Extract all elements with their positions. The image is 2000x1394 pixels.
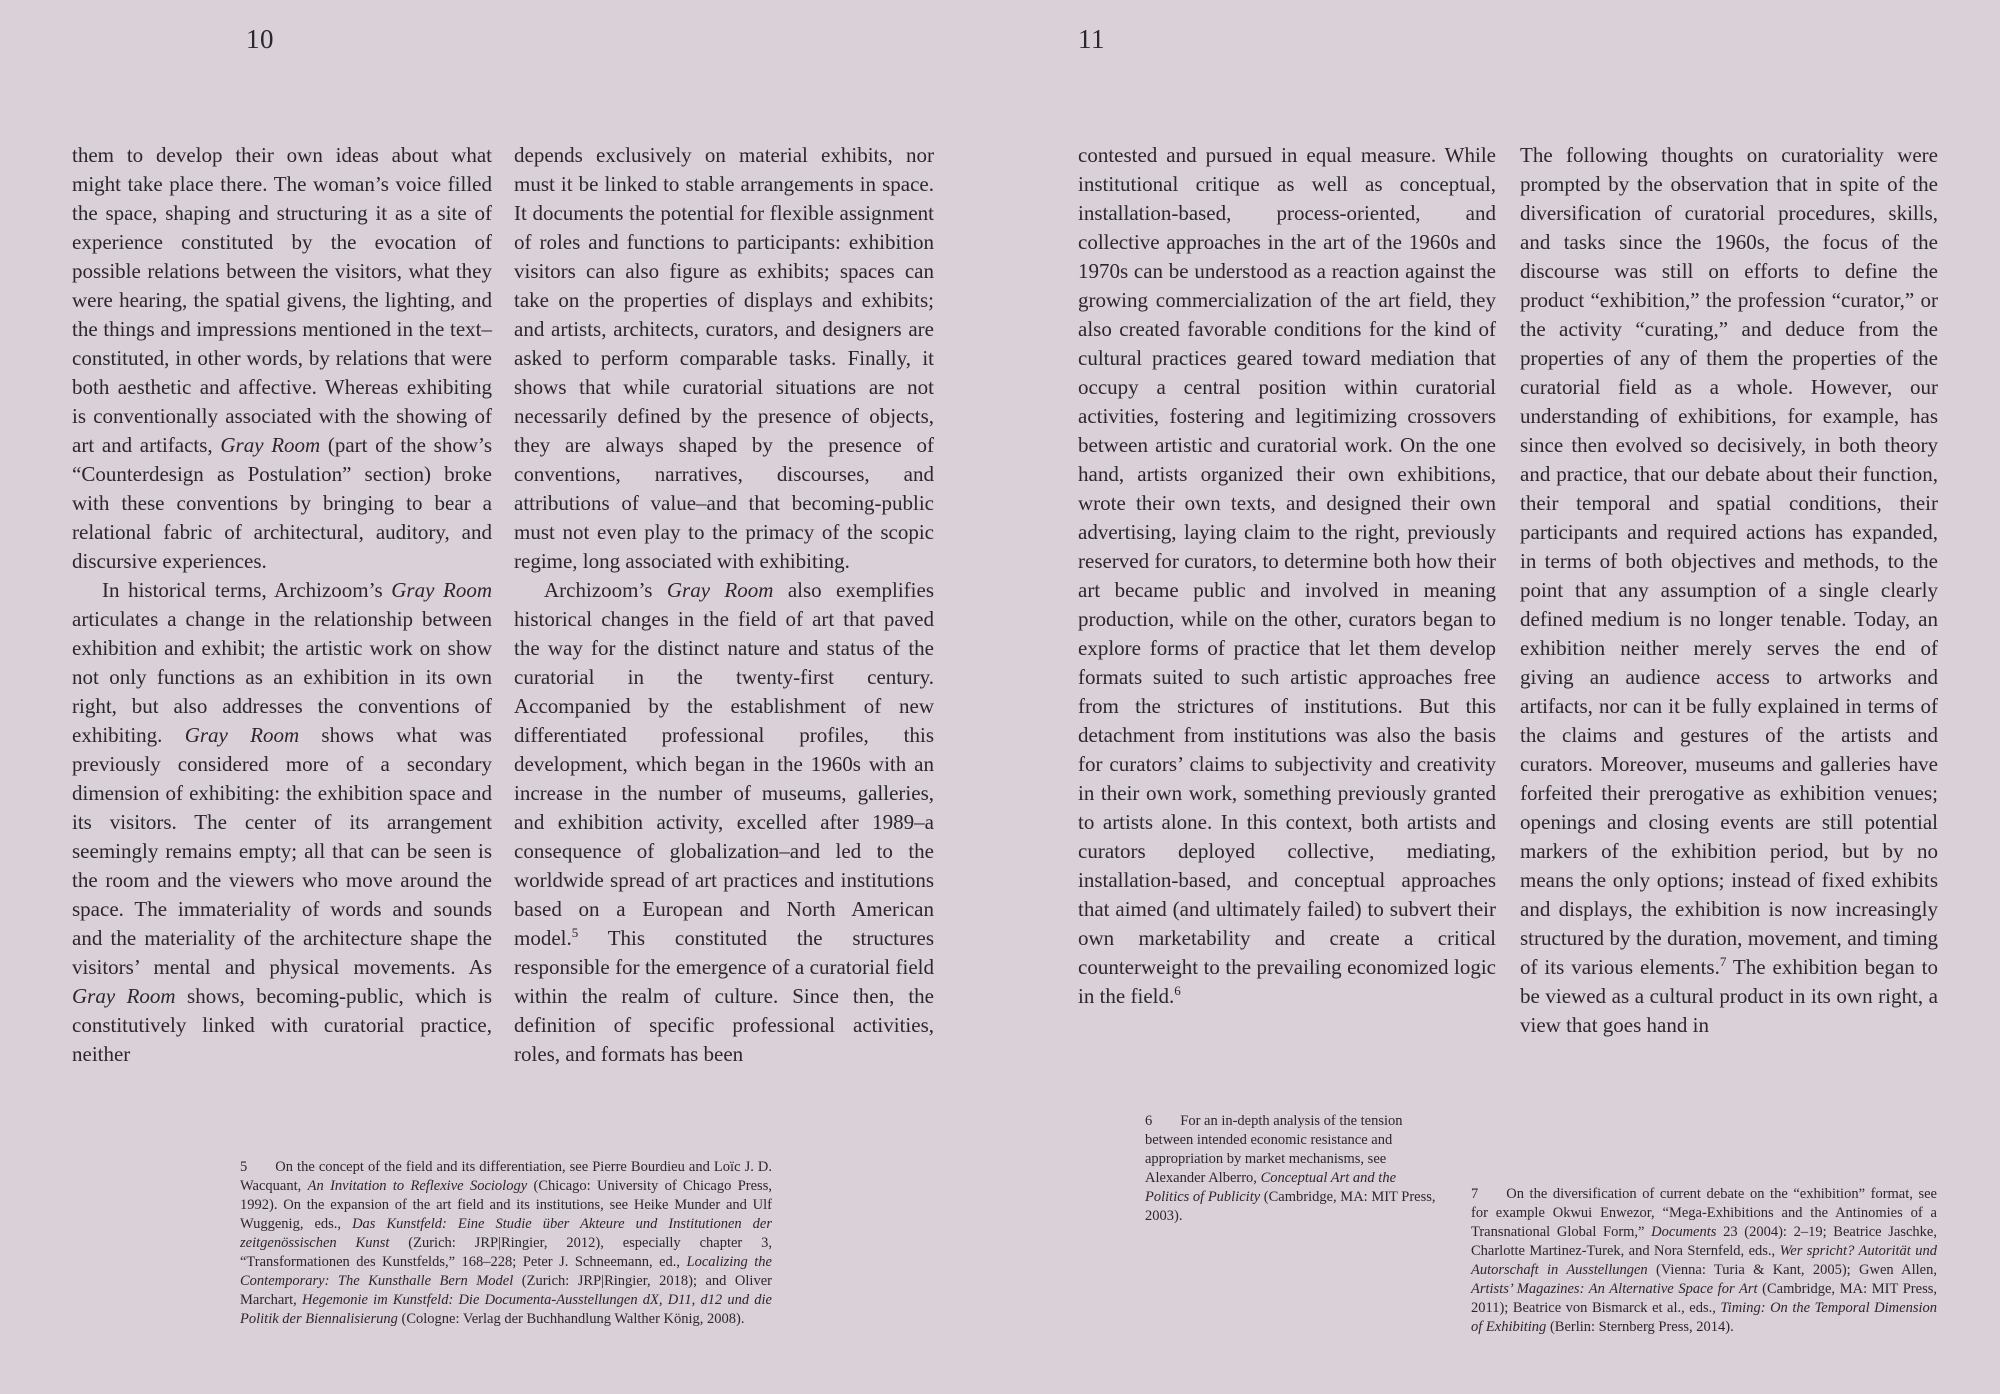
body-paragraph: In historical terms, Archizoom’s Gray Room articulates a change in the relationship between exhibition and exhibit; the artistic work on show not only functions as an exhibition in its own right, but also addresses the conventions of exhibiting. Gray Room shows what was previously considered more of a secondary dimension of exhibiting: the exhibition space and its visitors. The center of its arrangement seemingly remains empty; all that can be seen is the room and the viewers who move around the space. The immateriality of words and sounds and the materiality of the architecture shape the visitors’ mental and physical movements. As Gray Room shows, becoming-public, which is constitutively linked with curatorial practice, neither xyxy=(72,578,492,1066)
footnote-number: 6 xyxy=(1145,1113,1153,1129)
body-paragraph: Archizoom’s Gray Room also exemplifies historical changes in the field of art that paved the way for the distinct nature and status of the curatorial in the twenty-first century. Accompanied by the establishment of new differentiated professional profiles, this development, which began in the 1960s with an increase in the number of museums, galleries, and exhibition activity, excelled after 1989–a consequence of globalization–and led to the worldwide spread of art practices and institutions based on a European and North American model.$^5$ This constituted the structures responsible for the emergence of a curatorial field within the realm of culture. Since then, the definition of specific professional activities, roles, and formats has been xyxy=(514,578,934,1066)
footnote-7 xyxy=(1471,1185,1937,1337)
footnote-text: For an in-depth analysis of the tension between intended economic resistance and appropriation by market mechanisms, see Alexander Alberro, Conceptual Art and the Politics of Publicity (Cambridge, MA: MIT Press, 2003). xyxy=(1145,1113,1436,1224)
page10-column-right xyxy=(514,141,934,1069)
footnote-number: 7 xyxy=(1471,1186,1479,1202)
footnote-6 xyxy=(1145,1112,1437,1226)
page11-column-right xyxy=(1520,141,1938,1040)
footnote-number: 5 xyxy=(240,1159,248,1175)
body-paragraph: The following thoughts on curatoriality were prompted by the observation that in spite of the diversification of curatorial procedures, skills, and tasks since the 1960s, the focus of the discourse was still on efforts to define the product “exhibition,” the profession “curator,” or the activity “curating,” and deduce from the properties of any of them the properties of the curatorial field as a whole. However, our understanding of exhibitions, for example, has since then evolved so decisively, in both theory and practice, that our debate about their function, their temporal and spatial conditions, their participants and required actions has expanded, in terms of both objectives and methods, to the point that any assumption of a single clearly defined medium is no longer tenable. Today, an exhibition neither merely serves the end of giving an audience access to artworks and artifacts, nor can it be fully explained in terms of the claims and gestures of the artists and curators. Moreover, museums and galleries have forfeited their prerogative as exhibition venues; openings and closing events are still potential markers of the exhibition period, but by no means the only options; instead of fixed exhibits and displays, the exhibition is now increasingly structured by the duration, movement, and timing of its various elements.$^7$ The exhibition began to be viewed as a cultural product in its own right, a view that goes hand in xyxy=(1520,143,1938,1037)
page11-column-left xyxy=(1078,141,1496,1011)
footnote-text: On the concept of the field and its differentiation, see Pierre Bourdieu and Loïc J. D. Wacquant, An Invitation to Reflexive Sociology (Chicago: University of Chicago Press, 1992). On the expansion of the art field and its institutions, see Heike Munder and Ulf Wuggenig, eds., Das Kunstfeld: Eine Studie über Akteure und Institutionen der zeitgenössischen Kunst (Zurich: JRP|Ringier, 2012), especially chapter 3, “Transformationen des Kunstfelds,” 168–228; Peter J. Schneemann, ed., Localizing the Contemporary: The Kunsthalle Bern Model (Zurich: JRP|Ringier, 2018); and Oliver Marchart, Hegemonie im Kunstfeld: Die Documenta-Ausstellungen dX, D11, d12 und die Politik der Biennalisierung (Cologne: Verlag der Buchhandlung Walther König, 2008). xyxy=(240,1159,772,1327)
page10-column-left xyxy=(72,141,492,1069)
body-paragraph: them to develop their own ideas about what might take place there. The woman’s voice filled the space, shaping and structuring it as a site of experience constituted by the evocation of possible relations between the visitors, what they were hearing, the spatial givens, the lighting, and the things and impressions mentioned in the text–constituted, in other words, by relations that were both aesthetic and affective. Whereas exhibiting is conventionally associated with the showing of art and artifacts, Gray Room (part of the show’s “Counterdesign as Postulation” section) broke with these conventions by bringing to bear a relational fabric of architectural, auditory, and discursive experiences. xyxy=(72,143,493,573)
body-paragraph: contested and pursued in equal measure. While institutional critique as well as conceptual, installation-based, process-oriented, and collective approaches in the art of the 1960s and 1970s can be understood as a reaction against the growing commercialization of the art field, they also created favorable conditions for the kind of cultural practices geared toward mediation that occupy a central position within curatorial activities, fostering and legitimizing crossovers between artistic and curatorial work. On the one hand, artists organized their own exhibitions, wrote their own texts, and designed their own advertising, laying claim to the right, previously reserved for curators, to determine both how their art became public and involved in meaning production, while on the other, curators began to explore forms of practice that let them develop formats suited to such artistic approaches free from the strictures of institutions. But this detachment from institutions was also the basis for curators’ claims to subjectivity and creativity in their own work, something previously granted to artists alone. In this context, both artists and curators deployed collective, mediating, installation-based, and conceptual approaches that aimed (and ultimately failed) to subvert their own marketability and create a critical counterweight to the prevailing economized logic in the field.$^6$ xyxy=(1078,143,1496,1008)
page-number-left: 10 xyxy=(246,24,274,54)
page-number-right: 11 xyxy=(1078,24,1105,54)
footnote-5 xyxy=(240,1158,772,1329)
footnote-text: On the diversification of current debate on the “exhibition” format, see for example Okwui Enwezor, “Mega-Exhibitions and the Antinomies of a Transnational Global Form,” Documents 23 (2004): 2–19; Beatrice Jaschke, Charlotte Martinez-Turek, and Nora Sternfeld, eds., Wer spricht? Autorität und Autorschaft in Ausstellungen (Vienna: Turia & Kant, 2005); Gwen Allen, Artists’ Magazines: An Alternative Space for Art (Cambridge, MA: MIT Press, 2011); Beatrice von Bismarck et al., eds., Timing: On the Temporal Dimension of Exhibiting (Berlin: Sternberg Press, 2014). xyxy=(1471,1186,1937,1335)
body-paragraph: depends exclusively on material exhibits, nor must it be linked to stable arrangements in space. It documents the potential for flexible assignment of roles and functions to participants: exhibition visitors can also figure as exhibits; spaces can take on the properties of displays and exhibits; and artists, architects, curators, and designers are asked to perform comparable tasks. Finally, it shows that while curatorial situations are not necessarily defined by the presence of objects, they are always shaped by the presence of conventions, narratives, discourses, and attributions of value–and that becoming-public must not even play to the primacy of the scopic regime, long associated with exhibiting. xyxy=(514,143,934,573)
